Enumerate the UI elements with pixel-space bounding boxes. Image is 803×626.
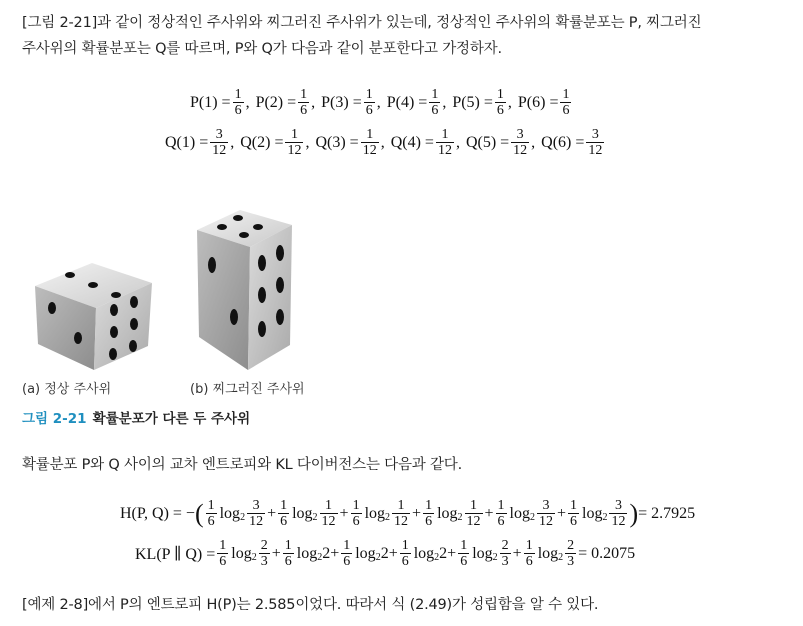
h-log-arg-denominator: 12 (466, 514, 481, 529)
q-term (315, 127, 390, 158)
kl-term (522, 538, 578, 569)
q-term (541, 127, 606, 158)
p-fraction-denominator: 6 (300, 103, 308, 118)
kl-log-base: 2 (558, 552, 564, 563)
kl-log-word: log (231, 544, 252, 562)
figure-number: 그림 2-21 (22, 411, 87, 427)
fair-die-image (30, 258, 160, 373)
kl-log-arg: 2 (322, 544, 331, 562)
q-fraction-numerator: 3 (591, 127, 599, 142)
h-log-word: log (437, 504, 458, 522)
p-comma: , (376, 93, 381, 111)
kl-lhs: KL(P ∥ Q) = (135, 545, 216, 563)
h-log-arg-denominator: 12 (611, 514, 626, 529)
kl-term (281, 538, 339, 569)
closing-paragraph: [예제 2-8]에서 P의 엔트로피 H(P)는 2.585이었다. 따라서 식 (2.49)가 성립함을 알 수 있다. (22, 597, 599, 613)
q-fraction-numerator: 1 (290, 127, 298, 142)
kl-term (456, 538, 521, 569)
kl-coef (217, 538, 228, 569)
h-plus: + (412, 504, 422, 522)
p-fraction-denominator: 6 (365, 103, 373, 118)
p-fraction (560, 87, 571, 118)
distorted-die-image (192, 205, 302, 375)
h-log-base: 2 (530, 512, 535, 523)
h-log-word: log (582, 504, 603, 522)
kl-log (297, 545, 322, 563)
kl-coef-numerator: 1 (219, 538, 227, 553)
p-label: P(4) = (386, 93, 428, 111)
p-fraction-numerator: 1 (431, 87, 439, 102)
kl-log (231, 545, 256, 563)
body-paragraph: 확률분포 P와 Q 사이의 교차 엔트로피와 KL 다이버전스는 다음과 같다. (22, 457, 463, 473)
kl-log-word: log (296, 544, 318, 562)
h-log-word: log (509, 504, 530, 522)
p-label: P(6) = (517, 93, 559, 111)
h-log-arg-numerator: 1 (325, 498, 333, 513)
kl-coef (458, 538, 469, 569)
h-paren-open: ( (194, 498, 204, 528)
h-result: = 2.7925 (638, 504, 696, 522)
p-fraction (298, 87, 309, 118)
p-comma: , (507, 93, 512, 111)
h-coef-numerator: 1 (497, 498, 505, 513)
kl-log-base: 2 (492, 552, 498, 563)
q-label: Q(5) = (465, 133, 510, 151)
h-log-arg (465, 498, 483, 529)
kl-log-arg: 2 (439, 544, 448, 562)
p-label: P(1) = (190, 93, 231, 111)
kl-log-arg-denominator: 3 (501, 554, 509, 569)
h-log-word: log (364, 504, 386, 522)
h-paren-close: ) (629, 498, 639, 528)
figure-title (22, 407, 250, 427)
h-coef (351, 498, 362, 529)
kl-log-arg-denominator: 3 (567, 554, 575, 569)
kl-plus: + (330, 544, 340, 562)
q-label: Q(3) = (315, 133, 359, 151)
p-term (518, 87, 574, 118)
p-fraction-denominator: 6 (431, 103, 439, 118)
h-log (292, 505, 317, 523)
h-log-arg-numerator: 3 (542, 498, 550, 513)
p-fraction-denominator: 6 (496, 103, 504, 118)
h-log (365, 505, 390, 523)
h-coef (568, 498, 579, 529)
h-term (494, 498, 566, 529)
q-label: Q(6) = (541, 133, 585, 151)
h-log-base: 2 (240, 512, 246, 523)
h-log (510, 505, 535, 523)
h-coef-numerator: 1 (207, 498, 215, 513)
kl-coef-denominator: 6 (525, 554, 533, 569)
kl-coef-numerator: 1 (343, 538, 351, 553)
distribution-q-row (165, 127, 606, 158)
h-term (204, 498, 276, 529)
p-fraction-numerator: 1 (365, 87, 373, 102)
p-fraction-numerator: 1 (562, 87, 570, 102)
h-log-base: 2 (385, 512, 391, 523)
h-plus: + (339, 504, 349, 522)
q-term (391, 127, 466, 158)
p-term (256, 87, 322, 118)
h-coef-denominator: 6 (570, 514, 578, 529)
q-fraction (285, 127, 303, 158)
p-fraction (429, 87, 440, 118)
distribution-p-row (190, 87, 573, 118)
h-log-arg-numerator: 1 (470, 498, 478, 513)
p-fraction-numerator: 1 (300, 87, 308, 102)
kl-plus: + (512, 544, 522, 562)
p-label: P(3) = (321, 93, 362, 111)
h-coef-denominator: 6 (497, 514, 505, 529)
kl-log (414, 545, 439, 563)
q-fraction-numerator: 3 (215, 127, 223, 142)
h-coef (206, 498, 217, 529)
kl-log-arg-numerator: 2 (260, 538, 268, 553)
p-fraction-numerator: 1 (234, 87, 242, 102)
kl-log-base: 2 (317, 552, 323, 563)
h-log-arg (247, 498, 265, 529)
kl-coef-numerator: 1 (401, 538, 409, 553)
kl-log-word: log (537, 544, 559, 562)
kl-plus: + (388, 544, 398, 562)
h-term (276, 498, 348, 529)
kl-divergence-equation (135, 538, 635, 569)
q-fraction (210, 127, 228, 158)
q-comma: , (531, 133, 536, 151)
q-term (165, 127, 240, 158)
kl-coef-numerator: 1 (525, 538, 533, 553)
kl-log-base: 2 (251, 552, 257, 563)
kl-log-arg-numerator: 2 (501, 538, 509, 553)
h-term (421, 498, 493, 529)
kl-log-arg (259, 538, 270, 569)
p-fraction-numerator: 1 (496, 87, 504, 102)
intro-line-2: 주사위의 확률분포는 Q를 따르며, P와 Q가 다음과 같이 분포한다고 가정하자. (22, 41, 502, 57)
h-log-base: 2 (457, 512, 463, 523)
caption-distorted-die: (b) 찌그러진 주사위 (190, 382, 305, 397)
h-log-arg (537, 498, 555, 529)
q-fraction (586, 127, 604, 158)
kl-log-word: log (355, 544, 376, 562)
h-plus: + (267, 504, 277, 522)
p-term (452, 87, 518, 118)
q-comma: , (305, 133, 310, 151)
h-term (566, 498, 629, 529)
p-term (387, 87, 453, 118)
q-fraction (436, 127, 454, 158)
p-fraction-denominator: 6 (234, 103, 242, 118)
p-term (190, 87, 256, 118)
kl-coef-denominator: 6 (401, 554, 409, 569)
q-fraction (361, 127, 379, 158)
h-log-arg-numerator: 1 (397, 498, 405, 513)
kl-log-arg-numerator: 2 (567, 538, 575, 553)
kl-result: = 0.2075 (578, 544, 636, 562)
h-plus: + (484, 504, 494, 522)
h-log-word: log (219, 504, 241, 522)
kl-log-base: 2 (375, 552, 381, 563)
q-fraction-denominator: 12 (588, 143, 603, 158)
h-coef (496, 498, 507, 529)
kl-coef (341, 538, 352, 569)
q-label: Q(1) = (165, 133, 209, 151)
h-log (220, 505, 245, 523)
q-fraction-numerator: 3 (516, 127, 524, 142)
kl-term (398, 538, 456, 569)
p-fraction-denominator: 6 (562, 103, 570, 118)
q-term (240, 127, 315, 158)
q-term (466, 127, 541, 158)
cross-entropy-equation (120, 498, 695, 529)
h-log-word: log (292, 504, 313, 522)
q-fraction-denominator: 12 (212, 143, 227, 158)
q-comma: , (455, 133, 460, 151)
kl-log (538, 545, 563, 563)
kl-log (355, 545, 380, 563)
p-label: P(2) = (255, 93, 297, 111)
kl-log-arg (500, 538, 511, 569)
h-log-arg (320, 498, 338, 529)
kl-log-base: 2 (434, 552, 440, 563)
kl-coef-denominator: 6 (284, 554, 292, 569)
kl-log-arg-denominator: 3 (260, 554, 268, 569)
figure-title-text: 확률분포가 다른 두 주사위 (92, 411, 251, 427)
caption-fair-die: (a) 정상 주사위 (22, 382, 112, 397)
h-log-arg (609, 498, 627, 529)
h-log (582, 505, 607, 523)
h-coef (423, 498, 434, 529)
q-label: Q(4) = (390, 133, 434, 151)
kl-coef-denominator: 6 (460, 554, 468, 569)
kl-coef-numerator: 1 (284, 538, 292, 553)
q-fraction-numerator: 1 (441, 127, 449, 142)
kl-log-word: log (413, 544, 435, 562)
p-comma: , (442, 93, 447, 111)
q-fraction-numerator: 1 (366, 127, 374, 142)
h-log-base: 2 (312, 512, 318, 523)
h-log-arg-denominator: 12 (539, 514, 553, 529)
kl-plus: + (271, 544, 281, 562)
p-comma: , (311, 93, 316, 111)
kl-coef-denominator: 6 (219, 554, 227, 569)
kl-coef-numerator: 1 (460, 538, 468, 553)
h-log-arg-numerator: 3 (252, 498, 260, 513)
h-log-arg-denominator: 12 (394, 514, 409, 529)
h-log-arg-denominator: 12 (321, 514, 336, 529)
p-label: P(5) = (452, 93, 493, 111)
p-fraction (233, 87, 244, 118)
p-comma: , (245, 93, 250, 111)
kl-term (339, 538, 397, 569)
h-coef (278, 498, 289, 529)
h-coef-denominator: 6 (207, 514, 215, 529)
q-fraction-denominator: 12 (362, 143, 377, 158)
kl-log-arg (565, 538, 576, 569)
q-comma: , (380, 133, 385, 151)
h-log-arg (392, 498, 410, 529)
h-log-arg-denominator: 12 (249, 514, 264, 529)
h-log-arg-numerator: 3 (614, 498, 622, 513)
h-lhs: H(P, Q) = − (120, 504, 195, 522)
h-coef-denominator: 6 (352, 514, 360, 529)
kl-plus: + (447, 544, 457, 562)
p-term (321, 87, 387, 118)
h-coef-numerator: 1 (425, 498, 433, 513)
q-fraction (511, 127, 529, 158)
kl-term (215, 538, 280, 569)
kl-log-arg: 2 (380, 544, 389, 562)
kl-log (472, 545, 497, 563)
h-log-base: 2 (602, 512, 608, 523)
h-coef-denominator: 6 (280, 514, 288, 529)
kl-coef (283, 538, 294, 569)
kl-coef (400, 538, 411, 569)
q-fraction-denominator: 12 (513, 143, 528, 158)
p-fraction (495, 87, 506, 118)
h-coef-numerator: 1 (352, 498, 360, 513)
kl-log-word: log (472, 544, 493, 562)
h-plus: + (557, 504, 567, 522)
p-fraction (364, 87, 375, 118)
q-comma: , (230, 133, 235, 151)
h-coef-numerator: 1 (280, 498, 288, 513)
q-label: Q(2) = (240, 133, 284, 151)
h-coef-denominator: 6 (425, 514, 433, 529)
h-coef-numerator: 1 (570, 498, 578, 513)
kl-coef-denominator: 6 (343, 554, 351, 569)
intro-line-1: [그림 2-21]과 같이 정상적인 주사위와 찌그러진 주사위가 있는데, 정상적인 주사위의 확률분포는 P, 찌그러진 (22, 15, 702, 31)
kl-coef (524, 538, 535, 569)
h-log (437, 505, 462, 523)
h-term (349, 498, 421, 529)
q-fraction-denominator: 12 (437, 143, 452, 158)
q-fraction-denominator: 12 (287, 143, 302, 158)
